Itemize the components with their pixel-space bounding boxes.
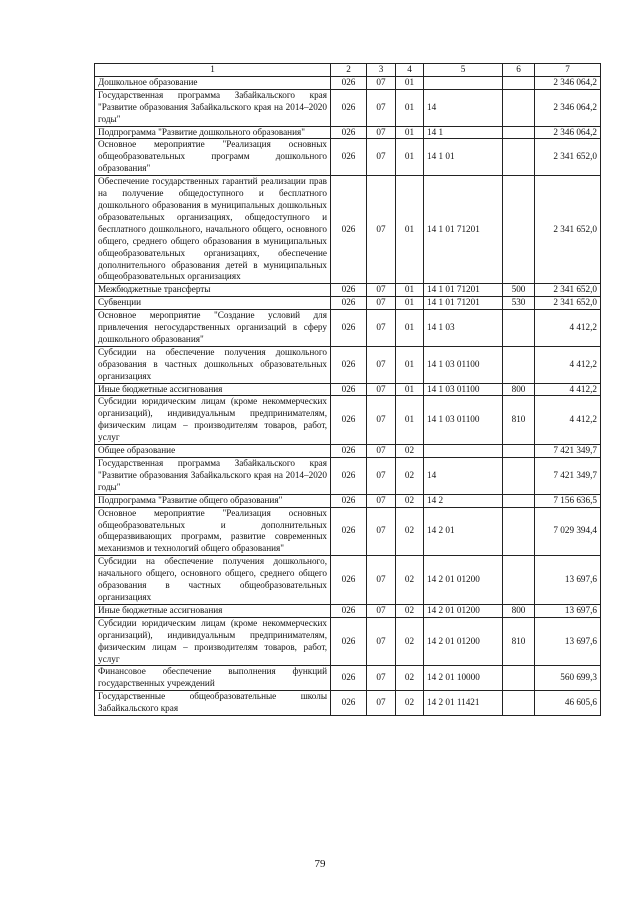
target-article-cell: 14 2 01 01200 [424, 617, 503, 666]
row-name-cell: Иные бюджетные ассигнования [95, 383, 331, 396]
section-cell: 07 [367, 396, 396, 445]
row-name-cell: Финансовое обеспечение выполнения функций государственных учреждений [95, 666, 331, 691]
table-row [95, 556, 601, 605]
target-article-cell [424, 445, 503, 458]
ved-cell: 026 [331, 126, 367, 139]
target-article-cell: 14 2 01 01200 [424, 556, 503, 605]
table-row [95, 604, 601, 617]
ved-cell: 026 [331, 556, 367, 605]
ved-cell: 026 [331, 76, 367, 89]
sum-cell: 4 412,2 [535, 310, 601, 347]
section-cell: 07 [367, 458, 396, 495]
subsection-cell: 02 [396, 666, 424, 691]
subsection-cell: 01 [396, 310, 424, 347]
row-name-cell: Основное мероприятие "Реализация основных общеобразовательных и дополнительных общеразвивающих программ, развитие современных механизмов и технологий общего образования" [95, 507, 331, 556]
target-article-cell: 14 1 01 71201 [424, 284, 503, 297]
section-cell: 07 [367, 310, 396, 347]
ved-cell: 026 [331, 346, 367, 383]
ved-cell: 026 [331, 666, 367, 691]
sum-cell: 4 412,2 [535, 383, 601, 396]
table-row [95, 691, 601, 716]
row-name-cell: Субвенции [95, 297, 331, 310]
sum-cell: 13 697,6 [535, 604, 601, 617]
ved-cell: 026 [331, 176, 367, 284]
expense-type-cell [503, 139, 535, 176]
ved-cell: 026 [331, 458, 367, 495]
section-cell: 07 [367, 346, 396, 383]
table-row [95, 284, 601, 297]
sum-cell: 13 697,6 [535, 617, 601, 666]
sum-cell: 2 346 064,2 [535, 126, 601, 139]
ved-cell: 026 [331, 617, 367, 666]
row-name-cell: Общее образование [95, 445, 331, 458]
target-article-cell: 14 1 01 [424, 139, 503, 176]
expense-type-cell [503, 346, 535, 383]
table-row [95, 126, 601, 139]
target-article-cell: 14 1 01 71201 [424, 297, 503, 310]
sum-cell: 2 341 652,0 [535, 176, 601, 284]
ved-cell: 026 [331, 89, 367, 126]
ved-cell: 026 [331, 604, 367, 617]
target-article-cell: 14 2 01 01200 [424, 604, 503, 617]
subsection-cell: 02 [396, 691, 424, 716]
table-row [95, 139, 601, 176]
table-row [95, 458, 601, 495]
sum-cell: 4 412,2 [535, 346, 601, 383]
expense-type-cell [503, 126, 535, 139]
sum-cell: 2 346 064,2 [535, 89, 601, 126]
sum-cell: 7 156 636,5 [535, 494, 601, 507]
subsection-cell: 02 [396, 556, 424, 605]
row-name-cell: Дошкольное образование [95, 76, 331, 89]
row-name-cell: Субсидии юридическим лицам (кроме некоммерческих организаций), индивидуальным предпринимателям, физическим лицам – производителям товаров, работ, услуг [95, 396, 331, 445]
table-row [95, 507, 601, 556]
target-article-cell: 14 1 [424, 126, 503, 139]
ved-cell: 026 [331, 507, 367, 556]
target-article-cell: 14 1 01 71201 [424, 176, 503, 284]
section-cell: 07 [367, 507, 396, 556]
row-name-cell: Межбюджетные трансферты [95, 284, 331, 297]
section-cell: 07 [367, 126, 396, 139]
table-body [95, 76, 601, 715]
table-row [95, 445, 601, 458]
header-col-3: 3 [367, 64, 396, 77]
sum-cell: 560 699,3 [535, 666, 601, 691]
section-cell: 07 [367, 284, 396, 297]
subsection-cell: 01 [396, 139, 424, 176]
expense-type-cell [503, 445, 535, 458]
target-article-cell [424, 76, 503, 89]
page-number: 79 [314, 858, 326, 870]
expense-type-cell [503, 76, 535, 89]
section-cell: 07 [367, 666, 396, 691]
row-name-cell: Подпрограмма "Развитие общего образования" [95, 494, 331, 507]
row-name-cell: Подпрограмма "Развитие дошкольного образования" [95, 126, 331, 139]
row-name-cell: Государственная программа Забайкальского края "Развитие образования Забайкальского края на 2014–2020 годы" [95, 89, 331, 126]
target-article-cell: 14 [424, 89, 503, 126]
target-article-cell: 14 1 03 [424, 310, 503, 347]
expense-type-cell: 810 [503, 396, 535, 445]
sum-cell: 4 412,2 [535, 396, 601, 445]
header-col-2: 2 [331, 64, 367, 77]
target-article-cell: 14 2 01 10000 [424, 666, 503, 691]
subsection-cell: 01 [396, 346, 424, 383]
ved-cell: 026 [331, 139, 367, 176]
table-row [95, 346, 601, 383]
table-row [95, 396, 601, 445]
header-col-1: 1 [95, 64, 331, 77]
row-name-cell: Государственная программа Забайкальского края "Развитие образования Забайкальского края на 2014–2020 годы" [95, 458, 331, 495]
table-row [95, 297, 601, 310]
ved-cell: 026 [331, 396, 367, 445]
section-cell: 07 [367, 445, 396, 458]
ved-cell: 026 [331, 284, 367, 297]
expense-type-cell [503, 666, 535, 691]
table-row [95, 76, 601, 89]
table-row [95, 494, 601, 507]
header-col-7: 7 [535, 64, 601, 77]
row-name-cell: Иные бюджетные ассигнования [95, 604, 331, 617]
expense-type-cell [503, 556, 535, 605]
sum-cell: 7 421 349,7 [535, 458, 601, 495]
table-row [95, 89, 601, 126]
section-cell: 07 [367, 139, 396, 176]
expense-type-cell: 800 [503, 383, 535, 396]
sum-cell: 46 605,6 [535, 691, 601, 716]
subsection-cell: 01 [396, 297, 424, 310]
subsection-cell: 01 [396, 176, 424, 284]
ved-cell: 026 [331, 297, 367, 310]
sum-cell: 2 341 652,0 [535, 139, 601, 176]
row-name-cell: Субсидии на обеспечение получения дошкольного образования в частных дошкольных образовательных организациях [95, 346, 331, 383]
header-col-6: 6 [503, 64, 535, 77]
target-article-cell: 14 1 03 01100 [424, 346, 503, 383]
target-article-cell: 14 2 01 11421 [424, 691, 503, 716]
section-cell: 07 [367, 604, 396, 617]
subsection-cell: 02 [396, 458, 424, 495]
ved-cell: 026 [331, 691, 367, 716]
section-cell: 07 [367, 297, 396, 310]
subsection-cell: 01 [396, 89, 424, 126]
section-cell: 07 [367, 556, 396, 605]
budget-table [94, 63, 601, 716]
ved-cell: 026 [331, 383, 367, 396]
subsection-cell: 02 [396, 604, 424, 617]
header-col-4: 4 [396, 64, 424, 77]
subsection-cell: 01 [396, 76, 424, 89]
row-name-cell: Субсидии на обеспечение получения дошкольного, начального общего, основного общего, среднего общего образования в частных общеобразовательных организациях [95, 556, 331, 605]
row-name-cell: Основное мероприятие "Реализация основных общеобразовательных программ дошкольного образования" [95, 139, 331, 176]
ved-cell: 026 [331, 445, 367, 458]
table-row [95, 617, 601, 666]
subsection-cell: 02 [396, 617, 424, 666]
expense-type-cell: 500 [503, 284, 535, 297]
target-article-cell: 14 [424, 458, 503, 495]
sum-cell: 2 341 652,0 [535, 297, 601, 310]
expense-type-cell: 530 [503, 297, 535, 310]
header-row [95, 64, 601, 77]
sum-cell: 2 341 652,0 [535, 284, 601, 297]
expense-type-cell [503, 176, 535, 284]
subsection-cell: 02 [396, 445, 424, 458]
table-row [95, 383, 601, 396]
table-row [95, 666, 601, 691]
section-cell: 07 [367, 176, 396, 284]
subsection-cell: 02 [396, 494, 424, 507]
section-cell: 07 [367, 76, 396, 89]
subsection-cell: 02 [396, 507, 424, 556]
expense-type-cell: 810 [503, 617, 535, 666]
expense-type-cell [503, 494, 535, 507]
target-article-cell: 14 2 [424, 494, 503, 507]
section-cell: 07 [367, 617, 396, 666]
row-name-cell: Субсидии юридическим лицам (кроме некоммерческих организаций), индивидуальным предпринимателям, физическим лицам – производителям товаров, работ, услуг [95, 617, 331, 666]
target-article-cell: 14 1 03 01100 [424, 383, 503, 396]
expense-type-cell [503, 310, 535, 347]
target-article-cell: 14 2 01 [424, 507, 503, 556]
subsection-cell: 01 [396, 383, 424, 396]
sum-cell: 2 346 064,2 [535, 76, 601, 89]
section-cell: 07 [367, 89, 396, 126]
expense-type-cell [503, 458, 535, 495]
subsection-cell: 01 [396, 396, 424, 445]
expense-type-cell [503, 507, 535, 556]
header-col-5: 5 [424, 64, 503, 77]
subsection-cell: 01 [396, 126, 424, 139]
sum-cell: 7 029 394,4 [535, 507, 601, 556]
sum-cell: 13 697,6 [535, 556, 601, 605]
expense-type-cell [503, 691, 535, 716]
expense-type-cell [503, 89, 535, 126]
table-row [95, 176, 601, 284]
ved-cell: 026 [331, 494, 367, 507]
row-name-cell: Основное мероприятие "Создание условий для привлечения негосударственных организаций в сферу дошкольного образования" [95, 310, 331, 347]
section-cell: 07 [367, 691, 396, 716]
expense-type-cell: 800 [503, 604, 535, 617]
sum-cell: 7 421 349,7 [535, 445, 601, 458]
target-article-cell: 14 1 03 01100 [424, 396, 503, 445]
section-cell: 07 [367, 383, 396, 396]
table-row [95, 310, 601, 347]
row-name-cell: Государственные общеобразовательные школы Забайкальского края [95, 691, 331, 716]
ved-cell: 026 [331, 310, 367, 347]
row-name-cell: Обеспечение государственных гарантий реализации прав на получение общедоступного и бесплатного дошкольного образования в муниципальных дошкольных образовательных организациях, общедоступного и бесплатного дошкольного, начального общего, основного общего, среднего общего образования в муниципальных общеобразовательных организациях, обеспечение дополнительного образования детей в муниципальных общеобразовательных организациях [95, 176, 331, 284]
section-cell: 07 [367, 494, 396, 507]
subsection-cell: 01 [396, 284, 424, 297]
